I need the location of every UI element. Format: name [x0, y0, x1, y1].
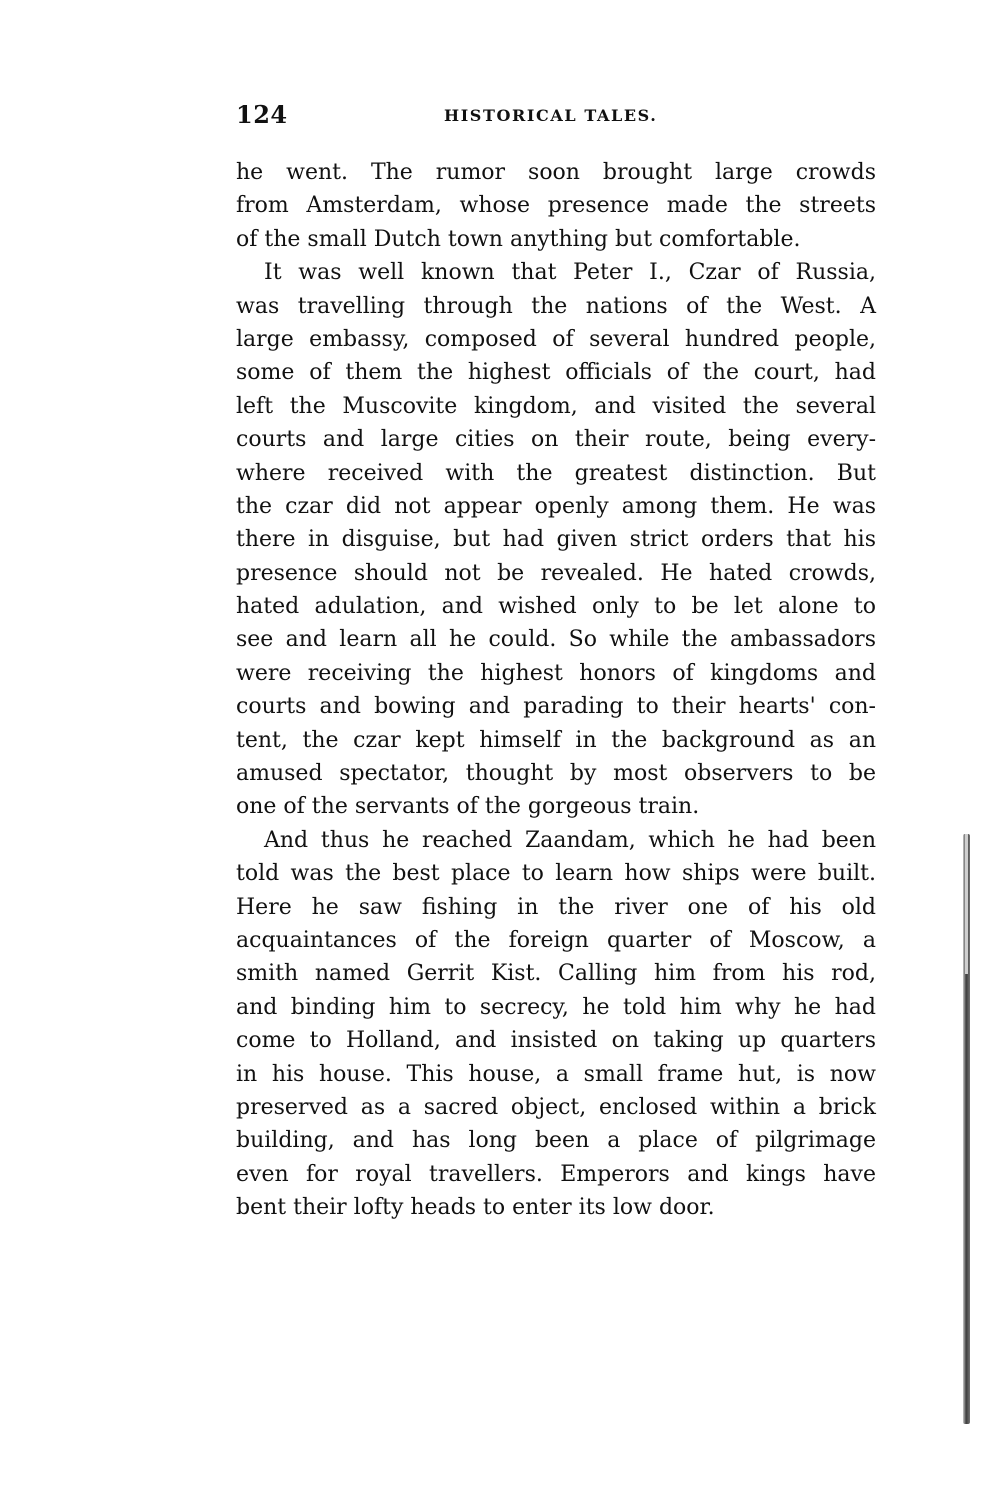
text-line: of the small Dutch town anything but comfortable.: [236, 226, 801, 252]
text-line: presence should not be revealed. He hated crowds,: [236, 560, 876, 586]
text-line: where received with the greatest distinction. But: [236, 460, 876, 486]
text-line: large embassy, composed of several hundred people,: [236, 326, 876, 352]
running-title: HISTORICAL TALES.: [444, 106, 658, 125]
text-line: left the Muscovite kingdom, and visited the several: [236, 393, 876, 419]
page-edge-highlight: [965, 834, 968, 974]
text-line: he went. The rumor soon brought large crowds: [236, 160, 876, 185]
text-line: preserved as a sacred object, enclosed within a brick: [236, 1094, 876, 1120]
text-line: was travelling through the nations of the West. A: [236, 293, 876, 319]
page-number: 124: [236, 100, 288, 129]
text-line: from Amsterdam, whose presence made the streets: [236, 193, 876, 219]
text-line: even for royal travellers. Emperors and kings have: [236, 1161, 876, 1187]
text-line: were receiving the highest honors of kingdoms and: [236, 660, 876, 686]
text-line: see and learn all he could. So while the ambassadors: [236, 627, 876, 653]
text-line: building, and has long been a place of pilgrimage: [236, 1128, 876, 1154]
text-line: hated adulation, and wished only to be let alone to: [236, 594, 876, 620]
text-line: courts and bowing and parading to their hearts' con-: [236, 694, 876, 720]
body-text: [236, 156, 876, 1225]
text-line: come to Holland, and insisted on taking up quarters: [236, 1028, 876, 1054]
text-line: bent their lofty heads to enter its low door.: [236, 1195, 715, 1221]
text-line: and binding him to secrecy, he told him why he had: [236, 994, 876, 1020]
text-line: smith named Gerrit Kist. Calling him from his rod,: [236, 961, 876, 987]
paragraph-3: [236, 824, 876, 1225]
text-line: And thus he reached Zaandam, which he had been: [264, 827, 876, 853]
paragraph-1: [236, 156, 876, 256]
text-line: It was well known that Peter I., Czar of Russia,: [264, 260, 876, 286]
text-line: Here he saw fishing in the river one of his old: [236, 894, 876, 920]
text-line: told was the best place to learn how ships were built.: [236, 861, 876, 887]
text-line: acquaintances of the foreign quarter of Moscow, a: [236, 927, 876, 953]
text-line: some of them the highest officials of the court, had: [236, 360, 876, 386]
paragraph-2: [236, 256, 876, 824]
text-line: the czar did not appear openly among them. He was: [236, 493, 876, 519]
running-head: [236, 100, 876, 140]
text-line: courts and large cities on their route, being every-: [236, 427, 876, 453]
text-line: tent, the czar kept himself in the background as an: [236, 727, 876, 753]
text-line: amused spectator, thought by most observers to be: [236, 761, 876, 787]
text-line: one of the servants of the gorgeous train.: [236, 794, 700, 820]
text-line: in his house. This house, a small frame hut, is now: [236, 1061, 876, 1087]
text-line: there in disguise, but had given strict orders that his: [236, 527, 876, 553]
